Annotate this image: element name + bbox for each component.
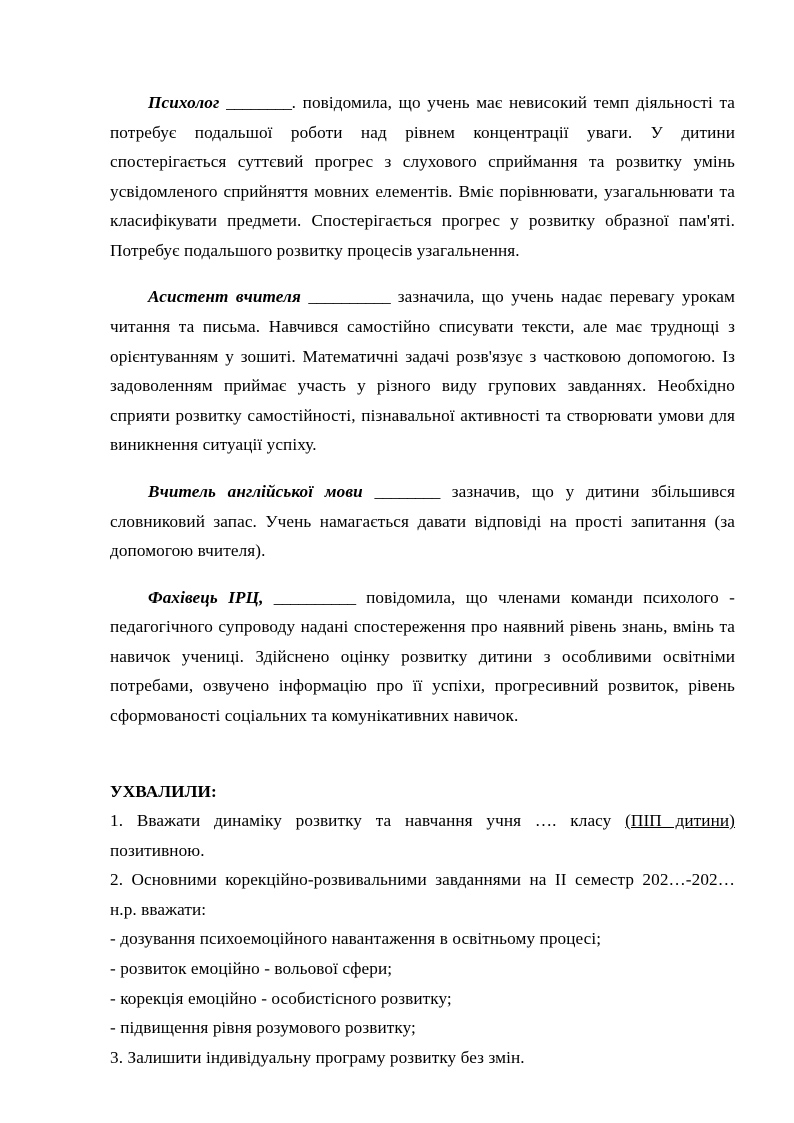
- role-label-english-teacher: Вчитель англійської мови: [148, 481, 363, 501]
- paragraph-irc-specialist: [110, 583, 735, 731]
- decision-bullet-1-text: - дозування психоемоційного навантаження в освітньому процесі;: [110, 929, 602, 949]
- decision-bullet-4-text: - підвищення рівня розумового розвитку;: [110, 1018, 416, 1038]
- paragraph-text-teacher-assistant: зазначила, що учень надає перевагу урокам читання та письма. Навчився самостійно списувати тексти, але має труднощі з орієнтуванням у зошиті. Математичні задачі розв'язує з частковою допомогою. Із задоволенням приймає участь у різного виду групових завданнях. Необхідно сприяти розвитку самостійності, пізнавальної активності та створювати умови для виникнення ситуації успіху.: [110, 287, 735, 455]
- decision-item-1-underlined: (ПІП дитини): [625, 811, 735, 831]
- decision-item-2: [110, 865, 735, 924]
- decision-item-1-text-before: 1. Вважати динаміку розвитку та навчання учня …. класу: [110, 811, 626, 831]
- paragraph-text-irc-specialist: повідомила, що членами команди психолого - педагогічного супроводу надані спостереження про наявний рівень знань, вмінь та навичок учениці. Здійснено оцінку розвитку дитини з особливими освітніми потребами, озвучено інформацію про її успіхи, прогресивний розвиток, рівень сформованості соціальних та комунікативних навичок.: [110, 587, 735, 725]
- decision-bullet-3: [110, 984, 735, 1014]
- role-label-teacher-assistant: Асистент вчителя: [148, 287, 301, 307]
- blank-line-psychologist: ________: [226, 93, 292, 112]
- blank-line-english-teacher: ________: [374, 481, 441, 501]
- decision-item-2-text: 2. Основними корекційно-розвивальними завданнями на ІІ семестр 202…-202… н.р. вважати:: [110, 870, 735, 919]
- document-body: [110, 88, 735, 1072]
- decision-bullet-1: [110, 924, 735, 954]
- blank-line-irc-specialist: __________: [273, 587, 356, 607]
- blank-line-teacher-assistant: __________: [308, 287, 391, 307]
- paragraph-english-teacher: [110, 477, 735, 566]
- decision-bullet-4: [110, 1013, 735, 1043]
- paragraph-text-psychologist: . повідомила, що учень має невисокий темп діяльності та потребує подальшої роботи над рівнем концентрації уваги. У дитини спостерігається суттєвий прогрес з слухового сприймання та розвитку умінь усвідомленого сприйняття мовних елементів. Вміє порівнювати, узагальнювати та класифікувати предмети. Спостерігається прогрес у розвитку образної пам'яті. Потребує подальшого розвитку процесів узагальнення.: [110, 93, 735, 260]
- decision-bullet-2: [110, 954, 735, 984]
- decision-heading: УХВАЛИЛИ:: [110, 781, 217, 801]
- paragraph-teacher-assistant: [110, 282, 735, 459]
- paragraph-psychologist: [110, 88, 735, 265]
- role-label-psychologist: Психолог: [148, 93, 220, 112]
- decision-bullet-2-text: - розвиток емоційно - вольової сфери;: [110, 959, 393, 979]
- paragraph-text-english-teacher: зазначив, що у дитини збільшився словниковий запас. Учень намагається давати відповіді на прості запитання (за допомогою вчителя).: [110, 481, 735, 561]
- role-label-irc-specialist: Фахівець ІРЦ,: [148, 587, 264, 607]
- decision-item-3-text: 3. Залишити індивідуальну програму розвитку без змін.: [110, 1047, 525, 1067]
- decision-bullet-3-text: - корекція емоційно - особистісного розвитку;: [110, 988, 452, 1008]
- decision-item-1-text-after: позитивною.: [110, 840, 205, 860]
- decision-item-1: [110, 806, 735, 865]
- decision-item-3: [110, 1043, 735, 1073]
